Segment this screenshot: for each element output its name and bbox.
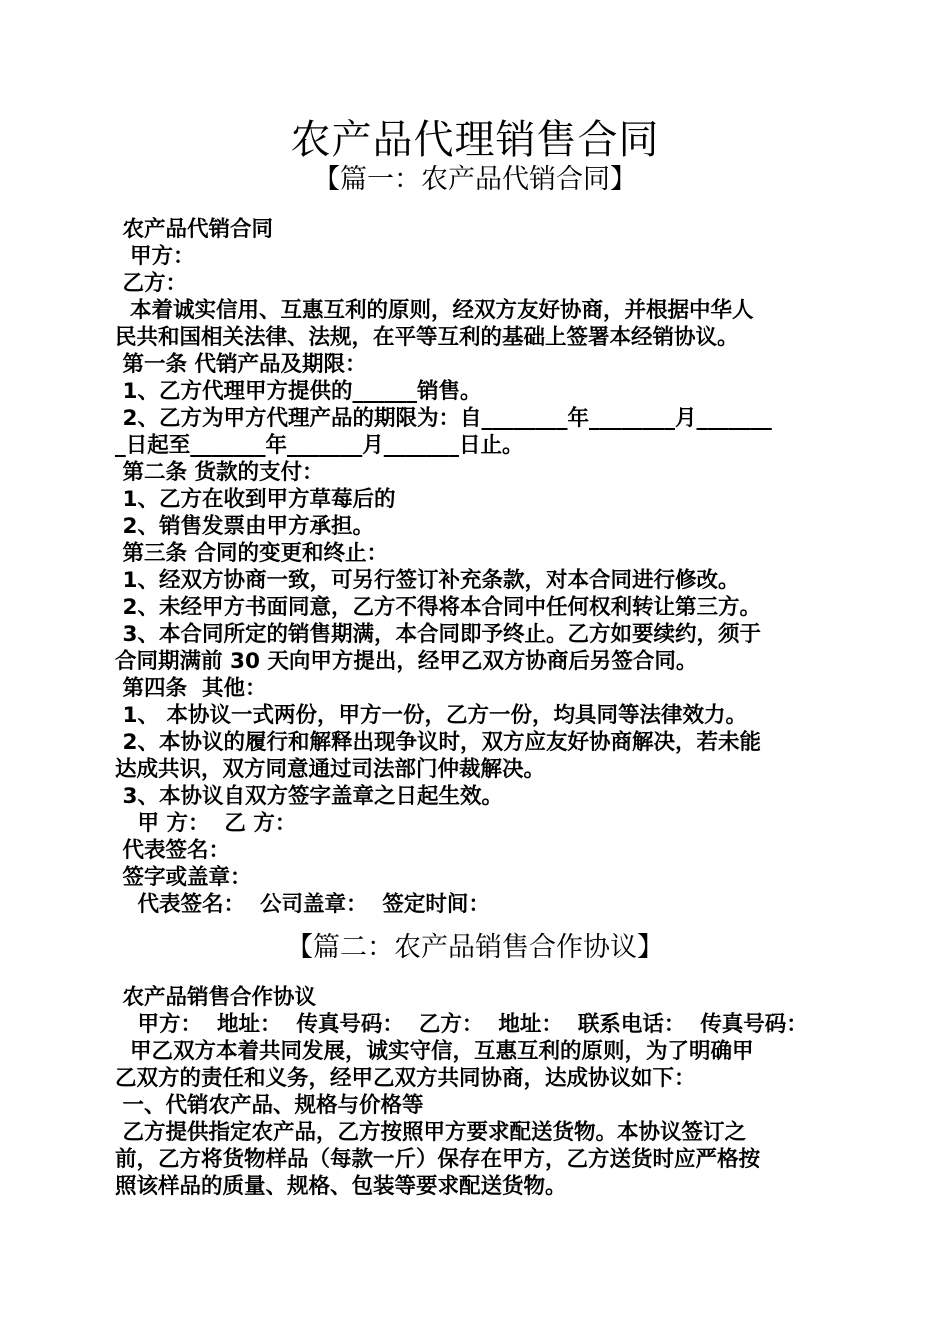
text-line: 第二条 货款的支付： — [115, 460, 324, 485]
text-line: 合同期满前 30 天向甲方提出，经甲乙双方协商后另签合同。 — [115, 649, 698, 674]
text-line: 1、经双方协商一致，可另行签订补充条款，对本合同进行修改。 — [115, 568, 740, 593]
signature-line: 代表签名： 公司盖章： 签定时间： — [115, 892, 490, 917]
signature-line: 代表签名： — [115, 838, 231, 863]
section2-heading: 【篇二：农产品销售合作协议】 — [286, 932, 664, 963]
text-line: 达成共识，双方同意通过司法部门仲裁解决。 — [115, 757, 546, 782]
text-line: 本着诚实信用、互惠互利的原则，经双方友好协商，并根据中华人 — [115, 298, 754, 323]
text-line: 1、乙方在收到甲方草莓后的 — [115, 487, 396, 512]
section1-body — [115, 216, 840, 918]
text-line: 民共和国相关法律、法规，在平等互利的基础上签署本经销协议。 — [115, 325, 739, 350]
text-line: 甲方： — [115, 244, 195, 269]
text-line: 3、本合同所定的销售期满，本合同即予终止。乙方如要续约，须于 — [115, 622, 761, 647]
text-line: 乙方： — [115, 271, 188, 296]
text-line: 2、本协议的履行和解释出现争议时，双方应友好协商解决，若未能 — [115, 730, 761, 755]
document-title: 农产品代理销售合同 — [290, 117, 660, 163]
text-line: 1、 本协议一式两份，甲方一份，乙方一份，均具同等法律效力。 — [115, 703, 747, 728]
text-line: 第三条 合同的变更和终止： — [115, 541, 388, 566]
text-line: 甲方： 地址： 传真号码： 乙方： 地址： 联系电话： 传真号码： — [115, 1012, 808, 1037]
signature-line: 甲 方： 乙 方： — [115, 811, 297, 836]
text-line: 2、乙方为甲方代理产品的期限为：自________年________月_______ — [115, 406, 772, 431]
text-line: 第四条 其他： — [115, 676, 267, 701]
text-line: 3、本协议自双方签字盖章之日起生效。 — [115, 784, 503, 809]
text-line: 第一条 代销产品及期限： — [115, 352, 367, 377]
text-line: 农产品销售合作协议 — [115, 985, 317, 1010]
text-line: 1、乙方代理甲方提供的______销售。 — [115, 379, 482, 404]
text-line: 前，乙方将货物样品（每款一斤）保存在甲方，乙方送货时应严格按 — [115, 1147, 761, 1172]
text-line: _日起至_______年_______月_______日止。 — [115, 433, 524, 458]
text-line: 甲乙双方本着共同发展，诚实守信，互惠互利的原则，为了明确甲 — [115, 1039, 754, 1064]
section1-heading: 【篇一：农产品代销合同】 — [313, 164, 637, 195]
text-line: 农产品代销合同 — [115, 217, 274, 242]
text-line: 照该样品的质量、规格、包装等要求配送货物。 — [115, 1174, 567, 1199]
text-line: 乙方提供指定农产品，乙方按照甲方要求配送货物。本协议签订之 — [115, 1120, 747, 1145]
text-line: 2、未经甲方书面同意，乙方不得将本合同中任何权利转让第三方。 — [115, 595, 761, 620]
text-line: 2、销售发票由甲方承担。 — [115, 514, 374, 539]
section2-body — [115, 984, 840, 1200]
text-line: 一、代销农产品、规格与价格等 — [115, 1093, 424, 1118]
signature-line: 签字或盖章： — [115, 865, 252, 890]
text-line: 乙双方的责任和义务，经甲乙双方共同协商，达成协议如下： — [115, 1066, 696, 1091]
